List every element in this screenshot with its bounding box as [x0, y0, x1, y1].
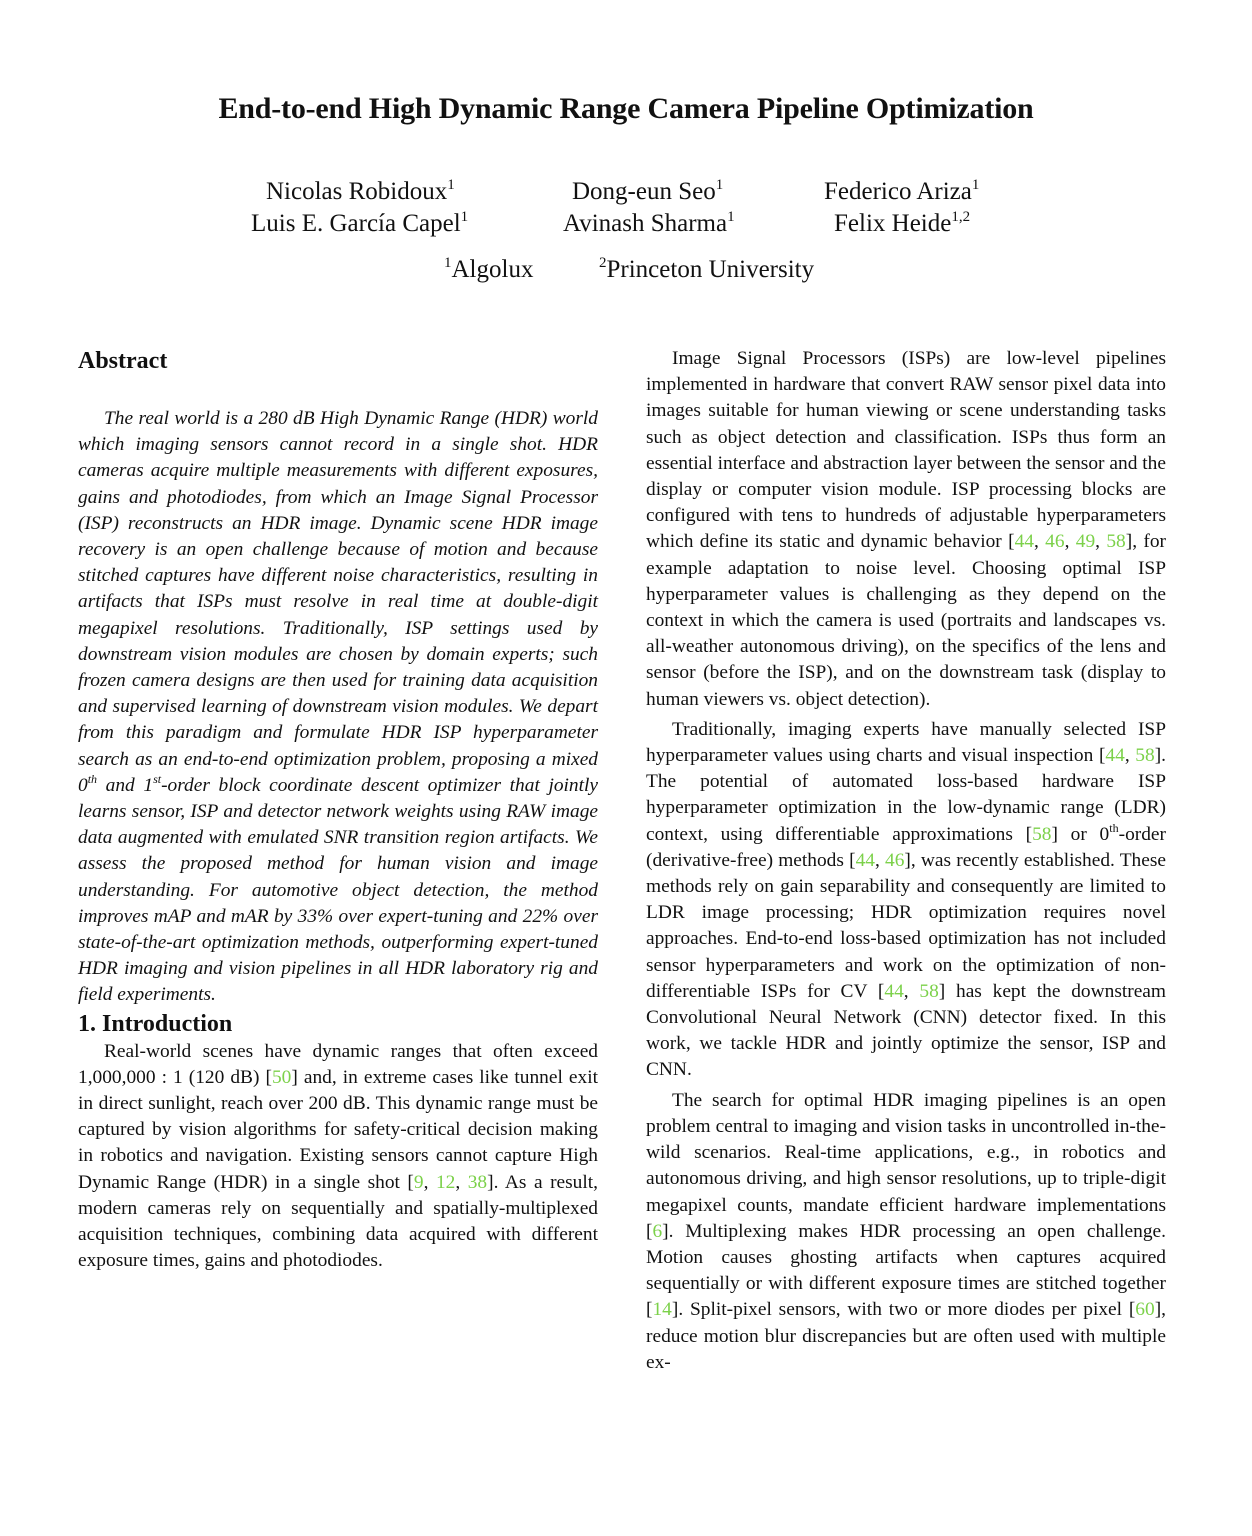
author: Dong-eun Seo$^1$: [572, 177, 724, 205]
right-column: [646, 346, 1166, 1376]
left-column: [78, 346, 598, 1275]
citation-link[interactable]: 44: [884, 980, 904, 1002]
affiliation: $^2$Princeton University: [599, 255, 815, 283]
paper-title: End-to-end High Dynamic Range Camera Pipeline Optimization: [218, 92, 1034, 125]
body-paragraph: Traditionally, imaging experts have manually selected ISP hyperparameter values using charts and visual inspection [44, 58]. The potential of automated loss-based hardware ISP hyperparameter optimization in the low-dynamic range (LDR) context, using differentiable approximations [58] or 0th-order (derivative-free) methods [44, 46], was recently established. These methods rely on gain separability and consequently are limited to LDR image processing; HDR optimization requires novel approaches. End-to-end loss-based optimization has not included sensor hyperparameters and work on the optimization of non-differentiable ISPs for CV [44, 58] has kept the downstream Convolutional Neural Network (CNN) detector fixed. In this work, we tackle HDR and jointly optimize the sensor, ISP and CNN.: [646, 718, 1167, 1081]
body-paragraph: Image Signal Processors (ISPs) are low-level pipelines implemented in hardware that convert RAW sensor pixel data into images suitable for human viewing or scene understanding tasks such as object detection and classification. ISPs thus form an essential interface and abstraction layer between the sensor and the display or computer vision module. ISP processing blocks are configured with tens to hundreds of adjustable hyperparameters which define its static and dynamic behavior [44, 46, 49, 58], for example adaptation to noise level. Choosing optimal ISP hyperparameter values is challenging as they depend on the context in which the camera is used (portraits and landscapes vs. all-weather autonomous driving), on the specifics of the lens and sensor (before the ISP), and on the downstream task (display to human viewers vs. object detection).: [646, 348, 1167, 710]
citation-link[interactable]: 58: [1135, 745, 1155, 767]
author: Federico Ariza$^1$: [824, 177, 980, 205]
intro-paragraph: Real-world scenes have dynamic ranges that often exceed 1,000,000 : 1 (120 dB) [50] and, in extreme cases like tunnel exit in direct sunlight, reach over 200 dB. This dynamic range must be captured by vision algorithms for safety-critical decision making in robotics and navigation. Existing sensors cannot capture High Dynamic Range (HDR) in a single shot [9, 12, 38]. As a result, modern cameras rely on sequentially and spatially-multiplexed acquisition techniques, combining data acquired with different exposure times, gains and photodiodes.: [78, 1040, 598, 1272]
citation-link[interactable]: 9: [413, 1171, 424, 1193]
abstract-heading: Abstract: [78, 348, 168, 374]
citation-link[interactable]: 38: [467, 1171, 488, 1193]
section-heading: 1. Introduction: [78, 1010, 233, 1037]
author: Avinash Sharma$^1$: [563, 209, 735, 237]
author: Felix Heide$^{1,2}$: [834, 209, 971, 237]
citation-link[interactable]: 58: [1106, 531, 1126, 553]
citation-link[interactable]: 44: [1014, 531, 1034, 553]
author: Luis E. García Capel$^1$: [251, 209, 469, 237]
citation-link[interactable]: 49: [1075, 531, 1096, 553]
citation-link[interactable]: 12: [435, 1171, 456, 1193]
citation-link[interactable]: 50: [271, 1066, 292, 1088]
author: Nicolas Robidoux$^1$: [266, 177, 455, 205]
citation-link[interactable]: 58: [1032, 823, 1052, 845]
citation-link[interactable]: 44: [1105, 745, 1125, 767]
citation-link[interactable]: 58: [919, 980, 939, 1002]
citation-link[interactable]: 14: [652, 1299, 672, 1321]
citation-link[interactable]: 46: [885, 849, 905, 871]
citation-link[interactable]: 60: [1135, 1299, 1155, 1321]
citation-link[interactable]: 44: [855, 849, 875, 871]
citation-link[interactable]: 46: [1045, 531, 1065, 553]
abstract-text: The real world is a 280 dB High Dynamic Range (HDR) world which imaging sensors cannot record in a single shot. HDR cameras acquire multiple measurements with different exposures, gains and photodiodes, from which an Image Signal Processor (ISP) reconstructs an HDR image. Dynamic scene HDR image recovery is an open challenge because of motion and because stitched captures have different noise characteristics, resulting in artifacts that ISPs must resolve in real time at double-digit megapixel resolutions. Traditionally, ISP settings used by downstream vision modules are chosen by domain experts; such frozen camera designs are then used for training data acquisition and supervised learning of downstream vision modules. We depart from this paradigm and formulate HDR ISP hyperparameter search as an end-to-end optimization problem, proposing a mixed 0th and 1st-order block coordinate descent optimizer that jointly learns sensor, ISP and detector network weights using RAW image data augmented with emulated SNR transition region artifacts. We assess the proposed method for human vision and image understanding. For automotive object detection, the method improves mAP and mAR by 33% over expert-tuning and 22% over state-of-the-art optimization methods, outperforming expert-tuned HDR imaging and vision pipelines in all HDR laboratory rig and field experiments.: [78, 408, 598, 1006]
body-paragraph: The search for optimal HDR imaging pipelines is an open problem central to imaging and vision tasks in uncontrolled in-the-wild scenarios. Real-time applications, e.g., in robotics and autonomous driving, and high sensor resolutions, up to triple-digit megapixel counts, mandate efficient hardware implementations [6]. Multiplexing makes HDR processing an open challenge. Motion causes ghosting artifacts when captures acquired sequentially or with different exposure times are stitched together [14]. Split-pixel sensors, with two or more diodes per pixel [60], reduce motion blur discrepancies but are often used with multiple ex-: [646, 1089, 1166, 1373]
citation-link[interactable]: 6: [652, 1220, 663, 1242]
affiliation: $^1$Algolux: [444, 255, 534, 283]
